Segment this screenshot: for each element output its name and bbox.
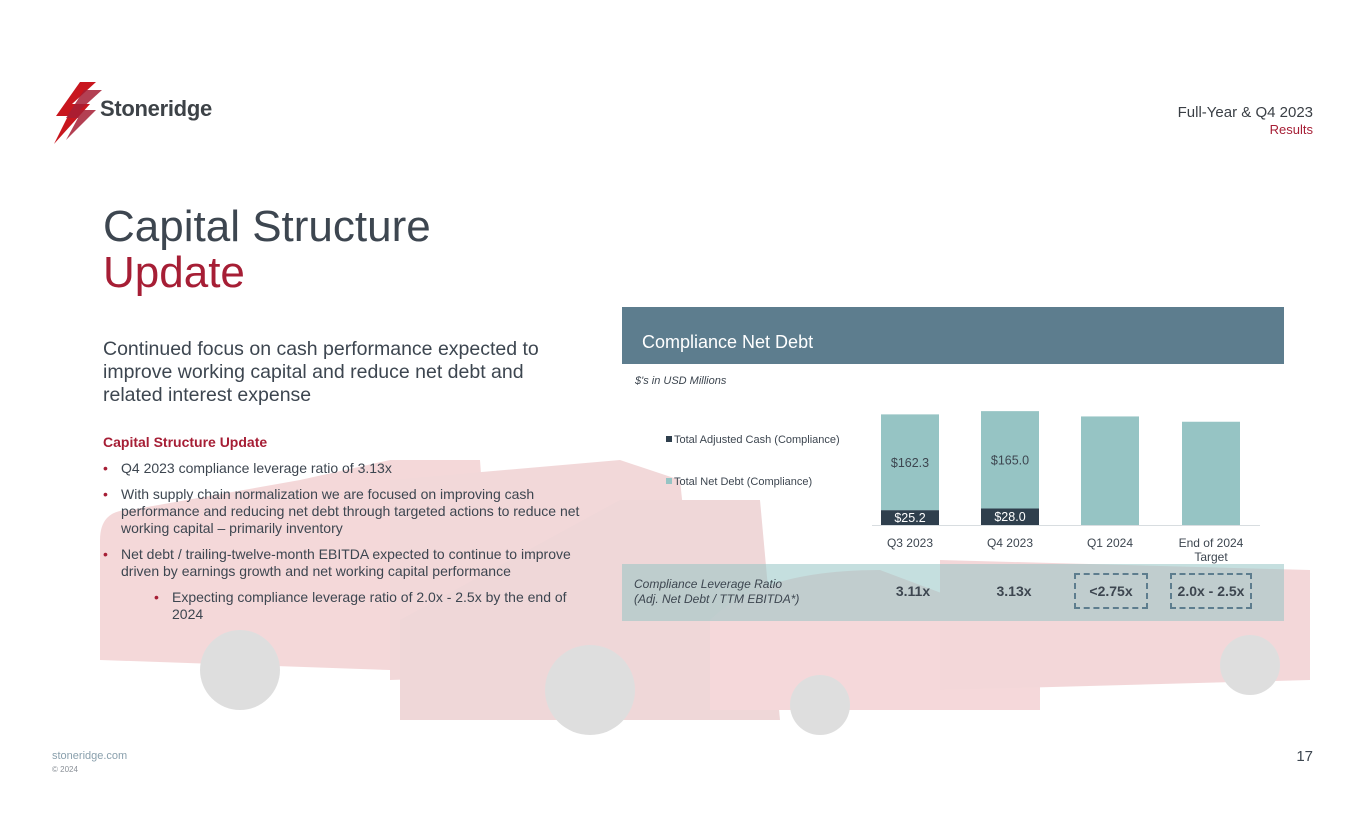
legend-label-net-debt: Total Net Debt (Compliance) xyxy=(674,476,813,488)
leverage-ratio-value: <2.75x xyxy=(1089,583,1133,599)
x-tick-label: Q4 2023 xyxy=(986,536,1034,550)
chart-panel-header xyxy=(622,307,1284,364)
legend-swatch-net-debt xyxy=(666,478,672,484)
title-line-1: Capital Structure xyxy=(103,202,431,251)
leverage-ratio-value: 3.11x xyxy=(895,583,931,599)
leverage-ratio-label-line-2: (Adj. Net Debt / TTM EBITDA*) xyxy=(634,592,800,606)
bullet-heading: Capital Structure Update xyxy=(103,434,268,450)
x-tick-label: Target xyxy=(1194,550,1228,564)
website-link[interactable]: stoneridge.com xyxy=(52,750,128,762)
legend-label-cash: Total Adjusted Cash (Compliance) xyxy=(674,434,840,446)
bar-net-debt xyxy=(1182,422,1240,525)
net-debt-data-label: $165.0 xyxy=(990,453,1030,468)
cash-data-label: $28.0 xyxy=(994,510,1026,525)
header-subtitle: Results xyxy=(1269,122,1313,137)
leverage-ratio-label xyxy=(634,577,799,607)
header-period: Full-Year & Q4 2023 xyxy=(1177,104,1313,121)
compliance-net-debt-chart xyxy=(622,395,1284,565)
chart-panel-title: Compliance Net Debt xyxy=(642,332,814,352)
leverage-ratio-row xyxy=(622,564,1284,621)
x-tick-label: Q1 2024 xyxy=(1086,536,1134,550)
legend-swatch-cash xyxy=(666,436,672,442)
bullet-item: • Q4 2023 compliance leverage ratio of 3.13x xyxy=(103,460,593,477)
chart-units-note: $'s in USD Millions xyxy=(635,375,727,387)
page-number: 17 xyxy=(1296,748,1313,765)
net-debt-data-label: $162.3 xyxy=(890,455,930,470)
leverage-ratio-value: 3.13x xyxy=(996,583,1032,599)
sub-bullet-item: • Expecting compliance leverage ratio of 2.0x - 2.5x by the end of 2024 xyxy=(121,589,593,623)
deck-header xyxy=(1178,104,1313,137)
bar-net-debt xyxy=(1081,416,1139,525)
page-title xyxy=(103,204,431,296)
lead-paragraph: Continued focus on cash performance expected to improve working capital and reduce net debt and related interest expense xyxy=(103,338,539,406)
leverage-ratio-value: 2.0x - 2.5x xyxy=(1177,583,1245,599)
cash-data-label: $25.2 xyxy=(894,511,926,526)
bullet-section xyxy=(103,434,593,623)
leverage-ratio-label-line-1: Compliance Leverage Ratio xyxy=(634,577,783,591)
bullet-item: • With supply chain normalization we are focused on improving cash performance and reducing net debt through targeted actions to reduce net working capital – primarily inventory xyxy=(103,486,593,537)
x-tick-label: End of 2024 xyxy=(1178,536,1244,550)
copyright-text: © 2024 xyxy=(52,765,78,774)
x-tick-label: Q3 2023 xyxy=(886,536,934,550)
title-line-2: Update xyxy=(103,248,245,297)
brand-name: Stoneridge xyxy=(100,96,212,121)
bullet-item: • Net debt / trailing-twelve-month EBITDA expected to continue to improve driven by earnings growth and net working capital performance xyxy=(103,546,593,580)
